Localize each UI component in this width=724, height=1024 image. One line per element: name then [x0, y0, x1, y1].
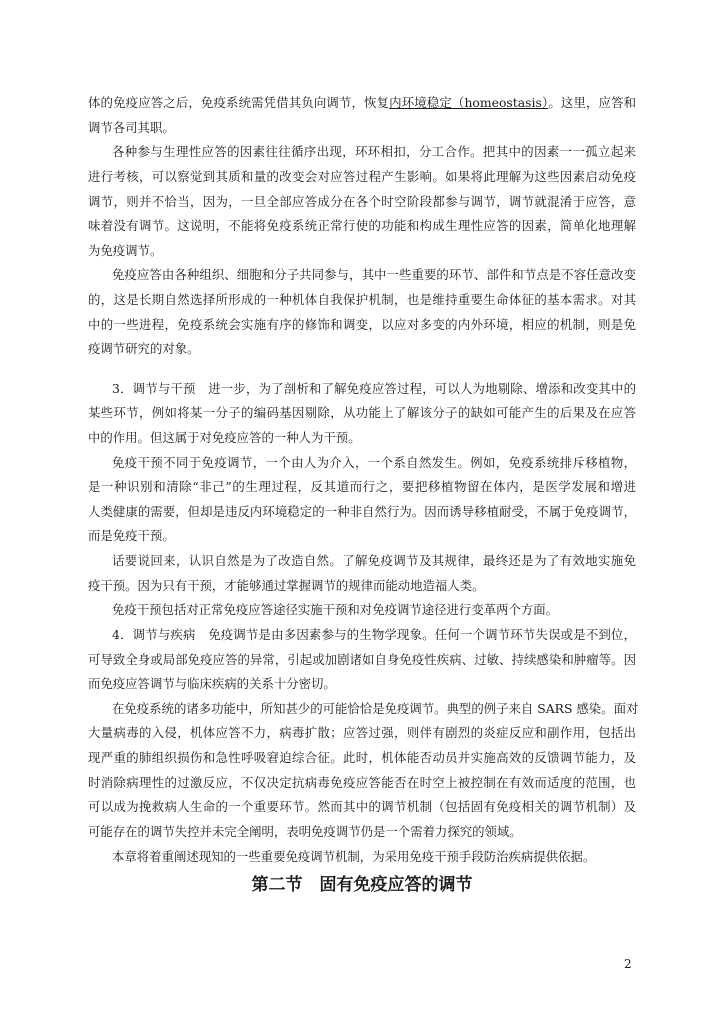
text-line: 4．调节与疾病 免疫调节是由多因素参与的生物学现象。任何一个调节环节失误或是不到位，: [112, 627, 636, 642]
text-line: 中的一些进程，免疫系统会实施有序的修饰和调变，以应对多变的内外环境，相应的机制，则是免: [88, 317, 636, 332]
text-line: 而免疫应答调节与临床疾病的关系十分密切。: [88, 676, 336, 691]
text-line: 本章将着重阐述现知的一些重要免疫调节机制，为采用免疫干预手段防治疾病提供依据。: [112, 849, 596, 864]
text-segment: 体的免疫应答之后，免疫系统需凭借其负向调节，恢复: [88, 95, 390, 110]
underlined-term: 内环境稳定（homeostasis）: [389, 95, 549, 110]
text-line: 是一种识别和清除“非己”的生理过程，反其道而行之，要把移植物留在体内，是医学发展和增进: [88, 479, 636, 494]
text-line: 可以成为挽救病人生命的一个重要环节。然而其中的调节机制（包括固有免疫相关的调节机制）及: [88, 799, 636, 814]
text-line: 进行考核，可以察觉到其质和量的改变会对应答过程产生影响。如果将此理解为这些因素启动免疫: [88, 169, 636, 184]
text-line: 各种参与生理性应答的因素往往循序出现，环环相扣，分工合作。把其中的因素一一孤立起来: [112, 144, 636, 159]
text-line: 人类健康的需要，但却是违反内环境稳定的一种非自然行为。因而诱导移植耐受，不属于免疫调节，: [88, 504, 636, 519]
text-line: 可能存在的调节失控并未完全阐明，表明免疫调节仍是一个需着力探究的领域。: [88, 824, 522, 839]
text-line: 3．调节与干预 进一步，为了剖析和了解免疫应答过程，可以人为地剔除、增添和改变其中的: [112, 381, 636, 396]
text-line: 的，这是长期自然选择所形成的一种机体自我保护机制，也是维持重要生命体征的基本需求。对其: [88, 292, 636, 307]
text-line: 免疫干预不同于免疫调节，一个由人为介入，一个系自然发生。例如，免疫系统排斥移植物，: [112, 455, 636, 470]
text-line: 中的作用。但这属于对免疫应答的一种人为干预。: [88, 430, 361, 445]
text-line: 现严重的肺组织损伤和急性呼吸窘迫综合征。此时，机体能否动员并实施高效的反馈调节能力，及: [88, 750, 636, 765]
text-line: [88, 95, 636, 111]
text-line: 疫干预。因为只有干预，才能够通过掌握调节的规律而能动地造福人类。: [88, 578, 485, 593]
text-line: 某些环节，例如将某一分子的编码基因剔除，从功能上了解该分子的缺如可能产生的后果及在应答: [88, 405, 636, 420]
text-line: 味着没有调节。这说明，不能将免疫系统正常行使的功能和构成生理性应答的因素，简单化地理解: [88, 218, 636, 233]
text-line: 免疫干预包括对正常免疫应答途径实施干预和对免疫调节途径进行变革两个方面。: [112, 602, 559, 617]
text-line: 免疫应答由各种组织、细胞和分子共同参与，其中一些重要的环节、部件和节点是不容任意改变: [112, 267, 636, 282]
text-line: 大量病毒的入侵，机体应答不力，病毒扩散；应答过强，则伴有剧烈的炎症反应和副作用，包括出: [88, 725, 636, 740]
text-line: 疫调节研究的对象。: [88, 341, 200, 356]
text-line: 在免疫系统的诸多功能中，所知甚少的可能恰恰是免疫调节。典型的例子来自 SARS 感染。面对: [112, 701, 639, 716]
text-line: 调节，则并不恰当，因为，一旦全部应答成分在各个时空阶段都参与调节，调节就混淆于应答，意: [88, 194, 636, 209]
text-line: 调节各司其职。: [88, 120, 175, 135]
text-line: 而是免疫干预。: [88, 528, 175, 543]
text-line: 可导致全身或局部免疫应答的异常，引起或加剧诸如自身免疫性疾病、过敏、持续感染和肿瘤等。因: [88, 652, 636, 667]
text-line: 时消除病理性的过激反应，不仅决定抗病毒免疫应答能否在时空上被控制在有效而适度的范围，也: [88, 775, 636, 790]
section-heading: 第二节 固有免疫应答的调节: [251, 875, 473, 895]
text-segment: 。这里，应答和: [548, 95, 637, 110]
text-line: 话要说回来，认识自然是为了改造自然。了解免疫调节及其规律，最终还是为了有效地实施免: [112, 553, 636, 568]
page-number: 2: [624, 957, 632, 971]
text-line: 为免疫调节。: [88, 243, 163, 258]
